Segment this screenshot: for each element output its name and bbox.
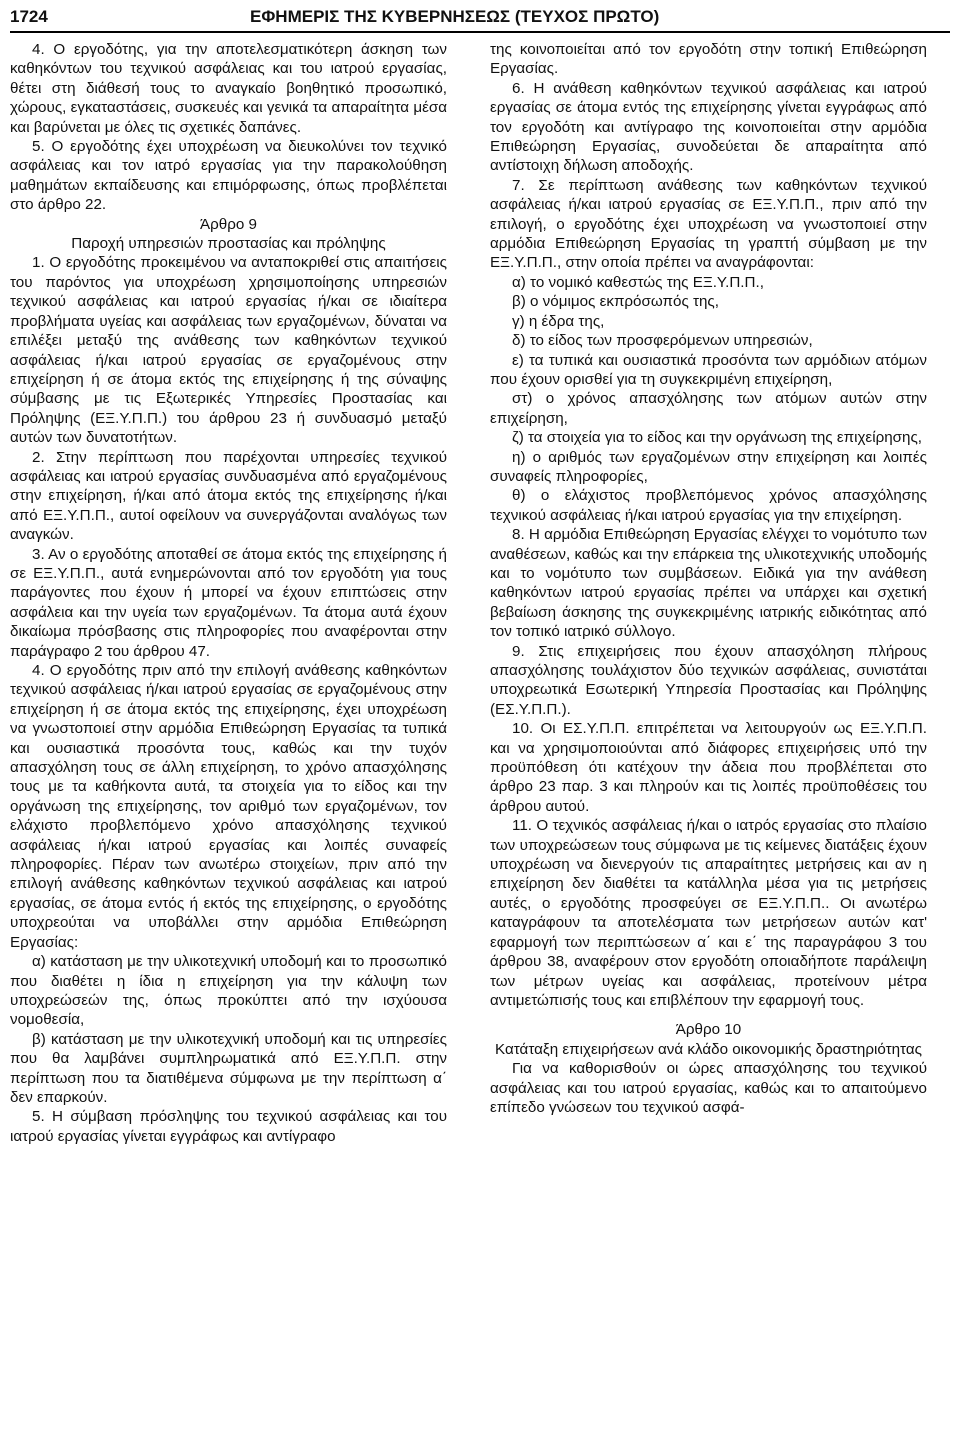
paragraph: 4. Ο εργοδότης πριν από την επιλογή ανάθεσης καθηκόντων τεχνικού ασφάλειας ή/και ιατρού εργασίας σε εργαζομένους στην επιχείρηση ή σε άτομα εκτός της επιχείρησης, έχει υποχρέωση να γνωστοποιεί στην αρμόδια Επιθεώρηση Εργασίας τα τυπικά και ουσιαστικά προσόντα τους, καθώς και την τυχόν απασχόληση τους σε άλλη επιχείρηση, το χρόνο απασχόλησης τους με τα καθήκοντα αυτά, τα στοιχεία για το είδος και την οργάνωση της επιχείρησης, τον αριθμό των εργαζομένων, τον ελάχιστο προβλεπόμενο χρόνο απασχόλησης τεχνικού ασφάλειας ή/και ιατρού εργασίας και λοιπές συναφείς πληροφορίες. Πέραν των ανωτέρω στοιχείων, πριν από την επιλογή ανάθεσης καθηκόντων τεχνικού ασφάλειας και ιατρού εργασίας, σε άτομα εντός ή εκτός της επιχείρησης, ο εργοδότης υποχρεούται να υποβάλλει στην αρμόδια Επιθεώρηση Εργασίας: bbox=[10, 662, 447, 951]
article-heading: Άρθρο 10 bbox=[675, 1021, 742, 1039]
page-header bbox=[10, 0, 950, 34]
paragraph: β) κατάσταση με την υλικοτεχνική υποδομή και τις υπηρεσίες που θα λαμβάνει συμπληρωματικά από ΕΞ.Υ.Π.Π. στην περίπτωση που τα διατιθέμενα σύμφωνα με την περίπτωση α΄ δεν επαρκούν. bbox=[10, 1030, 447, 1106]
list-item: στ) ο χρόνος απασχόλησης των ατόμων αυτών στην επιχείρηση, bbox=[490, 390, 927, 427]
paragraph: της κοινοποιείται από τον εργοδότη στην τοπική Επιθεώρηση Εργασίας. bbox=[490, 41, 927, 78]
paragraph: 11. Ο τεχνικός ασφάλειας ή/και ο ιατρός εργασίας στο πλαίσιο των υποχρεώσεων τους σύμφωνα με τις κείμενες διατάξεις έχουν υποχρέωση να διενεργούν τις απαραίτητες μετρήσεις και αν η επιχείρηση δεν διαθέτει τα κατάλληλα μέσα για τις μετρήσεις αυτές, ο εργοδότης προσφεύγει σε ΕΞ.Υ.Π.Π.. Οι ανωτέρω καταγράφουν τα αποτελέσματα των μετρήσεων αυτών κατ' εφαρμογή των περιπτώσεων α΄ και ε΄ της παραγράφου 3 του άρθρου 38, αναφέρουν στον εργοδότη οποιαδήποτε παράλειψη των μέτρων υγείας και ασφάλειας, προτείνουν μέτρα αντιμετώπισής τους και επιβλέπουν την εφαρμογή τους. bbox=[490, 817, 927, 1009]
paragraph: 8. Η αρμόδια Επιθεώρηση Εργασίας ελέγχει το νομότυπο των αναθέσεων, καθώς και την επάρκεια της υλικοτεχνικής υποδομής και το νομότυπο των συμβάσεων. Ειδικά για την ανάθεση καθηκόντων ιατρού εργασίας πρέπει να υπάρχει και σχετική βεβαίωση άσκησης της συγκεκριμένης ιατρικής ειδικότητας από τον τοπικό ιατρικό σύλλογο. bbox=[490, 526, 927, 641]
article-heading: Άρθρο 9 bbox=[200, 215, 257, 233]
list-item: η) ο αριθμός των εργαζομένων στην επιχείρηση και λοιπές συναφείς πληροφορίες, bbox=[490, 448, 927, 485]
spacer bbox=[490, 1010, 927, 1020]
paragraph: α) κατάσταση με την υλικοτεχνική υποδομή και το προσωπικό που διαθέτει η ίδια η επιχείρηση για την κάλυψη των υποχρεώσεών της, όπως προκύπτει από την ισχύουσα νομοθεσία, bbox=[10, 953, 447, 1029]
article-title: Παροχή υπηρεσιών προστασίας και πρόληψης bbox=[71, 235, 386, 253]
paragraph: 7. Σε περίπτωση ανάθεσης των καθηκόντων τεχνικού ασφάλειας ή/και ιατρού εργασίας σε ΕΞ.Υ.Π.Π., πριν από την επιλογή, ο εργοδότης έχει υποχρέωση να γνωστοποιεί στην αρμόδια Επιθεώρηση Εργασίας τη γραπτή σύμβαση με την ΕΞ.Υ.Π.Π., στην οποία πρέπει να αναγράφονται: bbox=[490, 176, 927, 272]
paragraph: 9. Στις επιχειρήσεις που έχουν απασχόληση πλήρους απασχόλησης τουλάχιστον δύο τεχνικών ασφάλειας, συνιστάται υποχρεωτικά Εσωτερική Υπηρεσία Προστασίας και Πρόληψης (ΕΣ.Υ.Π.Π.). bbox=[490, 642, 927, 718]
paragraph: 1. Ο εργοδότης προκειμένου να ανταποκριθεί στις απαιτήσεις του παρόντος για υποχρέωση χρησιμοποίησης υπηρεσιών τεχνικού ασφάλειας και ιατρού εργασίας ή/και σε ιδιαίτερα προβλήματα υγείας και ασφάλειας των εργαζομένων, δύναται να επιλέξει μεταξύ της ανάθεσης των καθηκόντων τεχνικού ασφάλειας ή/και ιατρού εργασίας σε εργαζομένους στην επιχείρηση ή σε άτομα εκτός της επιχείρησης ή της σύναψης σύμβασης με τις Εξωτερικές Υπηρεσίες Προστασίας και Πρόληψης (ΕΞ.Υ.Π.Π.) του άρθρου 23 ή συνδυασμό μεταξύ αυτών των δυνατοτήτων. bbox=[10, 254, 447, 447]
paragraph: Για να καθορισθούν οι ώρες απασχόλησης του τεχνικού ασφάλειας και του ιατρού εργασίας, καθώς και το απαιτούμενο επίπεδο γνώσεων του τεχνικού ασφά- bbox=[490, 1060, 927, 1116]
list-item: ζ) τα στοιχεία για το είδος και την οργάνωση της επιχείρησης, bbox=[512, 429, 923, 447]
journal-title: ΕΦΗΜΕΡΙΣ ΤΗΣ ΚΥΒΕΡΝΗΣΕΩΣ (ΤΕΥΧΟΣ ΠΡΩΤΟ) bbox=[250, 7, 660, 26]
paragraph: 3. Αν ο εργοδότης αποταθεί σε άτομα εκτός της επιχείρησης ή σε ΕΞ.Υ.Π.Π., αυτά ενημερώνονται από τον εργοδότη για τους παράγοντες που έχουν ή μπορεί να έχουν επιπτώσεις στην ασφάλεια και την υγεία των εργαζομένων. Τα άτομα αυτά έχουν δικαίωμα πρόσβασης στις πληροφορίες που αναφέρονται στην παράγραφο 2 του άρθρου 47. bbox=[10, 545, 447, 660]
paragraph: 10. Οι ΕΣ.Υ.Π.Π. επιτρέπεται να λειτουργούν ως ΕΞ.Υ.Π.Π. και να χρησιμοποιούνται από διάφορες επιχειρήσεις υπό την προϋπόθεση ότι κατέχουν την άδεια που προβλέπεται στο άρθρο 23 παρ. 3 και πληρούν και τις λοιπές προϋποθέσεις του άρθρου αυτού. bbox=[490, 720, 927, 815]
list-item: δ) το είδος των προσφερόμενων υπηρεσιών, bbox=[512, 332, 813, 350]
paragraph: 4. Ο εργοδότης, για την αποτελεσματικότερη άσκηση των καθηκόντων του τεχνικού ασφάλειας και του ιατρού εργασίας, θέτει στη διάθεσή τους το αναγκαίο βοηθητικό προσωπικό, χώρους, εγκαταστάσεις, συσκευές και γενικά τα απαραίτητα μέσα και βαρύνεται με όλες τις σχετικές δαπάνες. bbox=[10, 41, 447, 136]
header-rule bbox=[10, 31, 950, 33]
paragraph: 2. Στην περίπτωση που παρέχονται υπηρεσίες τεχνικού ασφάλειας και ιατρού εργασίας συνδυασμένα από εργαζομένους στην επιχείρηση, ή/και από άτομα εκτός της επιχείρησης ή/και από ΕΞ.Υ.Π.Π., αυτοί οφείλουν να συνεργάζονται αναλόγως των αναγκών. bbox=[10, 448, 447, 544]
left-column bbox=[10, 40, 447, 1146]
paragraph: 5. Η σύμβαση πρόσληψης του τεχνικού ασφάλειας και του ιατρού εργασίας γίνεται εγγράφως και αντίγραφο bbox=[10, 1108, 447, 1145]
list-item: γ) η έδρα της, bbox=[512, 312, 605, 330]
paragraph: 6. Η ανάθεση καθηκόντων τεχνικού ασφάλειας και ιατρού εργασίας σε άτομα εντός της επιχείρησης γίνεται εγγράφως από τον εργοδότη και αντίγραφο της κοινοποιείται στην αρμόδια Επιθεώρηση Εργασίας, συνοδεύεται δε απαραίτητα από αντίστοιχη δήλωση αποδοχής. bbox=[490, 79, 927, 175]
list-item: θ) ο ελάχιστος προβλεπόμενος χρόνος απασχόλησης τεχνικού ασφάλειας ή/και ιατρού εργασίας για την επιχείρηση. bbox=[490, 487, 927, 524]
page-number: 1724 bbox=[10, 7, 48, 26]
list-item: ε) τα τυπικά και ουσιαστικά προσόντα των αρμόδιων ατόμων που έχουν ορισθεί για τη συγκεκριμένη επιχείρηση, bbox=[490, 351, 927, 388]
article-title: Κατάταξη επιχειρήσεων ανά κλάδο οικονομικής δραστηριότητας bbox=[495, 1040, 922, 1058]
list-item: β) ο νόμιμος εκπρόσωπός της, bbox=[512, 293, 719, 311]
right-column bbox=[490, 40, 927, 1117]
list-item: α) το νομικό καθεστώς της ΕΞ.Υ.Π.Π., bbox=[512, 273, 764, 291]
paragraph: 5. Ο εργοδότης έχει υποχρέωση να διευκολύνει τον τεχνικό ασφάλειας και τον ιατρό εργασίας για την παρακολούθηση μαθημάτων εκπαίδευσης και επιμόρφωσης, όπως προβλέπεται στο άρθρο 22. bbox=[10, 138, 447, 214]
